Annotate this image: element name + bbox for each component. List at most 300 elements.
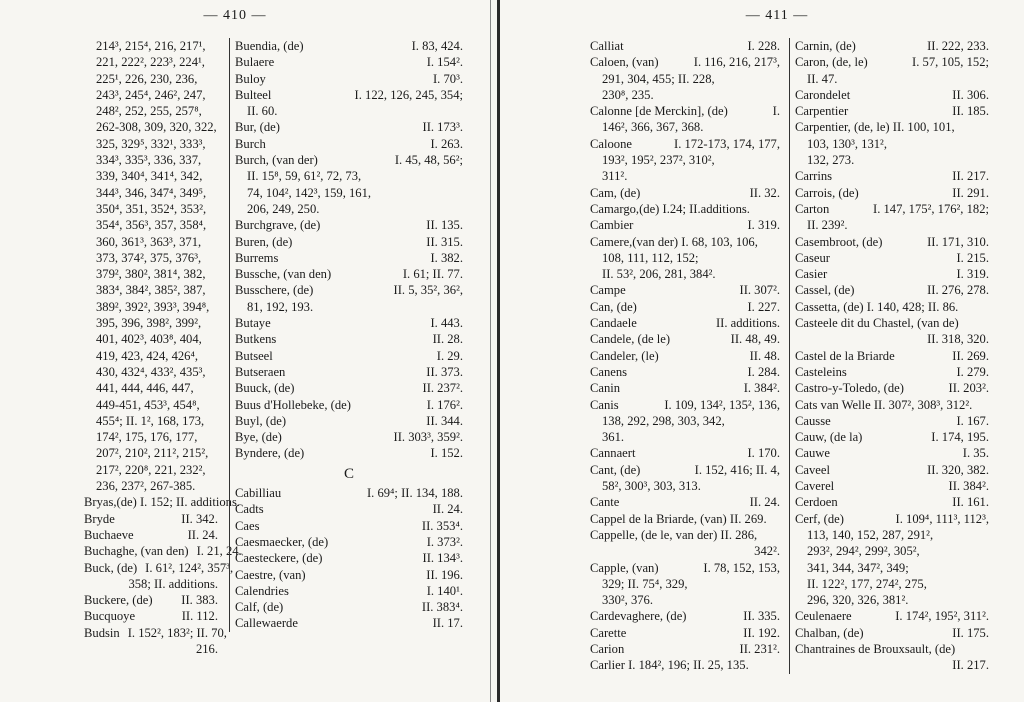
index-entry (590, 494, 780, 510)
index-entry (795, 413, 989, 429)
entry-reference: I. 384². (743, 381, 780, 396)
entry-name: Buuck, (de) (235, 381, 295, 396)
index-entry (590, 348, 780, 364)
index-entry (84, 543, 242, 559)
entry-name: Byndere, (de) (235, 446, 305, 461)
entry-reference: I. 109⁴, 111³, 112³, (895, 511, 989, 526)
index-entry (235, 38, 463, 54)
entry-reference: I. 154². (426, 55, 463, 70)
entry-name: Carette (590, 625, 627, 640)
entry-reference: I. 57, 105, 152; (912, 55, 989, 70)
entry-reference: II. 353⁴. (421, 518, 463, 533)
index-column-1 (84, 38, 242, 657)
entry-name: Caveel (795, 462, 830, 477)
continuation-line: 248², 252, 255, 257⁸, (96, 104, 202, 119)
entry-name: Caloen, (van) (590, 55, 659, 70)
entry-reference (981, 119, 989, 135)
entry-name: Budsin (84, 625, 120, 640)
entry-reference: II. 24. (432, 502, 463, 517)
index-entry (795, 103, 989, 119)
index-entry (795, 266, 989, 282)
index-entry (84, 608, 218, 624)
continuation-line: 174², 175, 176, 177, (96, 430, 198, 445)
entry-reference: II. 196. (426, 567, 463, 582)
index-entry (235, 550, 463, 566)
entry-reference: II. 134³. (422, 551, 463, 566)
index-entry (235, 518, 463, 534)
entry-reference: II. 112. (181, 609, 218, 624)
entry-reference: II. 173³. (422, 120, 463, 135)
entry-reference: I. 176². (426, 397, 463, 412)
index-entry (795, 168, 989, 184)
entry-name: Camargo,(de) I.24; II.additions. (590, 201, 750, 216)
continuation-line: 230⁸, 235. (602, 87, 654, 102)
index-entry (235, 217, 463, 233)
entry-reference: I. 373². (426, 534, 463, 549)
entry-reference: I. 263. (430, 136, 463, 151)
entry-name: Cassetta, (de) I. 140, 428; II. 86. (795, 299, 959, 314)
continuation-line: II. 53², 206, 281, 384². (602, 267, 716, 282)
entry-name: Caesteckere, (de) (235, 551, 323, 566)
entry-reference: I. 83, 424. (411, 39, 463, 53)
index-entry (795, 282, 989, 298)
entry-name: Casteele dit du Chastel, (van de) (795, 316, 959, 331)
entry-name: Callewaerde (235, 616, 298, 631)
index-entry (795, 87, 989, 103)
entry-name: Bryde (84, 511, 115, 526)
entry-name: Cam, (de) (590, 185, 641, 200)
continuation-line: 138, 292, 298, 303, 342, (602, 413, 725, 428)
left-page (0, 0, 500, 702)
continuation-line: 342². (754, 544, 780, 559)
entry-name: Cappel de la Briarde, (van) II. 269. (590, 511, 767, 526)
entry-reference: II. 5, 35², 36², (393, 283, 463, 298)
entry-reference: II. 24. (187, 527, 218, 542)
continuation-line: 430, 432⁴, 433², 435³, (96, 364, 206, 379)
entry-name: Canens (590, 364, 628, 379)
continuation-line: II. 217. (952, 658, 989, 673)
entry-reference: I. 152², 183²; II. 70, (127, 625, 227, 640)
page-fold-shadow (490, 0, 491, 702)
right-page (512, 0, 1024, 702)
entry-name: Cabilliau (235, 486, 282, 501)
entry-reference: II. 335. (743, 609, 780, 624)
continuation-line: 221, 222², 223³, 224¹, (96, 55, 205, 70)
entry-reference: II. 383⁴. (421, 600, 463, 615)
index-entry (795, 364, 989, 380)
entry-name: Carpentier, (de, le) II. 100, 101, (795, 120, 955, 135)
index-entry (795, 462, 989, 478)
index-entry (235, 397, 463, 413)
entry-name: Carrois, (de) (795, 185, 859, 200)
index-entry (235, 331, 463, 347)
entry-reference: II. 175. (952, 625, 989, 640)
continuation-line: 361. (602, 430, 625, 445)
entry-name: Butseel (235, 348, 273, 363)
entry-reference: II. 28. (432, 332, 463, 347)
entry-reference: I. 382. (430, 250, 463, 265)
entry-reference: I. 35. (962, 446, 989, 461)
page-number-410: — 410 — (203, 8, 267, 23)
entry-reference: II. 185. (952, 104, 989, 119)
entry-name: Chantraines de Brouxsault, (de) (795, 641, 956, 656)
entry-reference: II. 307². (739, 283, 780, 298)
entry-reference: II. 306. (952, 87, 989, 102)
continuation-line: 360, 361³, 363³, 371, (96, 234, 202, 249)
index-column-4 (789, 38, 989, 674)
entry-name: Canin (590, 381, 621, 396)
index-entry (795, 494, 989, 510)
continuation-line: 373, 374², 375, 376³, (96, 250, 202, 265)
continuation-line: 358; II. additions. (128, 576, 218, 591)
entry-reference: I. 78, 152, 153, (703, 560, 780, 575)
index-entry (235, 119, 463, 135)
entry-name: Castel de la Briarde (795, 348, 895, 363)
index-entry (795, 299, 989, 315)
entry-reference: I. 70³. (432, 71, 463, 86)
entry-reference: I. 443. (430, 316, 463, 331)
entry-name: Candaele (590, 316, 637, 331)
entry-name: Canis (590, 397, 619, 412)
entry-name: Buren, (de) (235, 234, 293, 249)
entry-reference: I. 172-173, 174, 177, (674, 136, 780, 151)
entry-reference: II. 217. (952, 169, 989, 184)
entry-name: Cats van Welle II. 307², 308³, 312². (795, 397, 973, 412)
entry-name: Cerdoen (795, 495, 838, 510)
continuation-line: 329; II. 75⁴, 329, (602, 576, 688, 591)
entry-reference (772, 657, 780, 673)
continuation-line: 354⁴, 356³, 357, 358⁴, (96, 218, 207, 233)
entry-name: Calf, (de) (235, 600, 284, 615)
entry-reference: I. 140¹. (426, 583, 463, 598)
entry-reference: I. 227. (747, 299, 780, 314)
index-entry (235, 136, 463, 152)
entry-name: Burchgrave, (de) (235, 218, 321, 233)
entry-reference: II. 320, 382. (927, 462, 989, 477)
index-entry (590, 299, 780, 315)
entry-reference: II. 303³, 359². (393, 430, 463, 445)
continuation-line: 132, 273. (807, 153, 855, 168)
continuation-line: 81, 192, 193. (247, 299, 314, 314)
index-entry (795, 641, 989, 657)
entry-name: Caes (235, 518, 260, 533)
entry-reference: I. 174, 195. (931, 430, 989, 445)
entry-name: Cannaert (590, 446, 636, 461)
entry-reference (981, 299, 989, 315)
index-entry (235, 429, 463, 445)
index-entry (235, 71, 463, 87)
entry-reference: II. 315. (426, 234, 463, 249)
entry-name: Bussche, (van den) (235, 267, 332, 282)
entry-reference: I. 174², 195², 311². (895, 609, 989, 624)
index-entry (590, 511, 780, 527)
entry-reference: II. additions. (715, 316, 780, 331)
entry-name: Cadts (235, 502, 264, 517)
entry-reference: I. 152. (430, 446, 463, 461)
continuation-line: 383⁴, 384², 385², 387, (96, 283, 206, 298)
continuation-line: 113, 140, 152, 287, 291², (807, 527, 934, 542)
entry-reference (981, 315, 989, 331)
index-column-2 (229, 38, 463, 632)
index-entry (795, 478, 989, 494)
entry-name: Buus d'Hollebeke, (de) (235, 397, 351, 412)
index-entry (235, 348, 463, 364)
entry-reference: II. 24. (749, 495, 780, 510)
entry-name: Buchaeve (84, 527, 134, 542)
continuation-line: 341, 344, 347², 349; (807, 560, 909, 575)
index-entry (235, 54, 463, 70)
entry-name: Candeler, (le) (590, 348, 659, 363)
entry-name: Calliat (590, 39, 624, 53)
entry-name: Castro-y-Toledo, (de) (795, 381, 904, 396)
index-entry (235, 413, 463, 429)
entry-name: Butseraen (235, 364, 286, 379)
index-entry (795, 315, 989, 331)
index-entry (590, 625, 780, 641)
index-entry (795, 625, 989, 641)
continuation-line: 330², 376. (602, 593, 654, 608)
entry-reference: II. 269. (952, 348, 989, 363)
index-entry (590, 315, 780, 331)
index-entry (235, 380, 463, 396)
entry-name: Cardevaghere, (de) (590, 609, 687, 624)
entry-name: Cant, (de) (590, 462, 641, 477)
index-entry (590, 364, 780, 380)
entry-name: Buck, (de) (84, 560, 138, 575)
entry-name: Buchaghe, (van den) (84, 544, 189, 559)
entry-reference (772, 527, 780, 543)
index-entry (795, 397, 989, 413)
continuation-line: II. 47. (807, 71, 838, 86)
index-entry (590, 445, 780, 461)
index-entry (590, 282, 780, 298)
index-entry (84, 527, 218, 543)
index-entry (795, 54, 989, 70)
entry-reference: I. 170. (747, 446, 780, 461)
index-entry (795, 511, 989, 527)
entry-name: Cerf, (de) (795, 511, 844, 526)
entry-name: Carrins (795, 169, 833, 184)
index-entry (590, 608, 780, 624)
entry-reference: II. 237². (422, 381, 463, 396)
index-entry (235, 534, 463, 550)
entry-name: Bye, (de) (235, 430, 282, 445)
section-letter: C (343, 465, 354, 482)
index-entry (235, 250, 463, 266)
entry-reference: II. 383. (181, 593, 218, 608)
entry-reference: I. 147, 175², 176², 182; (873, 201, 989, 216)
index-entry (590, 185, 780, 201)
index-entry (235, 364, 463, 380)
entry-reference: I. 61; II. 77. (402, 267, 463, 282)
index-entry (235, 599, 463, 615)
entry-name: Bulaere (235, 55, 275, 70)
continuation-line: 243³, 245⁴, 246², 247, (96, 87, 206, 102)
entry-name: Busschere, (de) (235, 283, 314, 298)
continuation-line: 325, 329⁵, 332¹, 333³, (96, 136, 206, 151)
entry-name: Casembroot, (de) (795, 234, 883, 249)
entry-reference: II. 203². (948, 381, 989, 396)
entry-reference: II. 373. (426, 364, 463, 379)
continuation-line: 334³, 335³, 336, 337, (96, 153, 202, 168)
index-entry (84, 625, 227, 641)
index-entry (795, 38, 989, 54)
entry-name: Bucquoye (84, 609, 136, 624)
index-entry (795, 348, 989, 364)
entry-reference: I. 116, 216, 217³, (693, 55, 780, 70)
index-entry (84, 592, 218, 608)
page-number-411: — 411 — (745, 8, 809, 23)
index-entry (590, 380, 780, 396)
entry-name: Carpentier (795, 104, 849, 119)
index-entry (590, 560, 780, 576)
continuation-line: 103, 130³, 131², (807, 136, 887, 151)
continuation-line: 419, 423, 424, 426⁴, (96, 348, 198, 363)
index-entry (590, 641, 780, 657)
entry-name: Casteleins (795, 364, 847, 379)
entry-reference (772, 234, 780, 250)
index-entry (590, 38, 780, 54)
continuation-line: 207², 210², 211², 215², (96, 446, 209, 461)
continuation-line: 441, 444, 446, 447, (96, 381, 194, 396)
entry-name: Cassel, (de) (795, 283, 855, 298)
continuation-line: 193², 195², 237², 310², (602, 153, 715, 168)
index-entry (235, 501, 463, 517)
continuation-line: II. 60. (247, 104, 278, 119)
continuation-line: 236, 237², 267-385. (96, 479, 196, 494)
continuation-line: II. 318, 320. (927, 332, 989, 347)
index-entry (795, 234, 989, 250)
entry-name: Cauw, (de la) (795, 430, 863, 445)
entry-reference: I. 319. (956, 267, 989, 282)
entry-name: Butkens (235, 332, 277, 347)
entry-reference: II. 342. (181, 511, 218, 526)
entry-name: Butaye (235, 316, 271, 331)
entry-reference: II. 344. (426, 413, 463, 428)
entry-reference: II. 161. (952, 495, 989, 510)
continuation-line: 401, 402³, 403⁸, 404, (96, 332, 202, 347)
entry-reference: I. 319. (747, 218, 780, 233)
index-entry (590, 201, 780, 217)
index-entry (590, 54, 780, 70)
index-entry (590, 234, 780, 250)
entry-name: Caesmaecker, (de) (235, 534, 329, 549)
entry-reference: I. 279. (956, 364, 989, 379)
entry-reference: II. 17. (432, 616, 463, 631)
entry-name: Buloy (235, 71, 266, 86)
entry-name: Campe (590, 283, 626, 298)
index-entry (795, 380, 989, 396)
entry-name: Cambier (590, 218, 634, 233)
entry-reference: I. 228. (747, 39, 780, 53)
index-entry (795, 608, 989, 624)
continuation-line: II. 122², 177, 274², 275, (807, 576, 927, 591)
continuation-line: 344³, 346, 347⁴, 349⁵, (96, 185, 207, 200)
entry-name: Caverel (795, 479, 835, 494)
continuation-line: II. 239². (807, 218, 848, 233)
continuation-line: 216. (195, 641, 218, 656)
index-entry (235, 583, 463, 599)
index-entry (590, 217, 780, 233)
entry-name: Buendia, (de) (235, 39, 304, 53)
entry-name: Caseur (795, 250, 830, 265)
continuation-line: 379², 380², 381⁴, 382, (96, 267, 206, 282)
entry-name: Carlier I. 184², 196; II. 25, 135. (590, 658, 749, 673)
index-entry (795, 445, 989, 461)
entry-reference: I. (772, 104, 780, 119)
entry-name: Buckere, (de) (84, 593, 153, 608)
continuation-line: 206, 249, 250. (247, 201, 320, 216)
entry-name: Calonne [de Merckin], (de) (590, 104, 728, 119)
entry-name: Carondelet (795, 87, 851, 102)
entry-name: Bur, (de) (235, 120, 280, 135)
entry-reference: I. 61², 124², 357³, (145, 560, 234, 575)
index-entry (795, 429, 989, 445)
entry-name: Carion (590, 641, 625, 656)
entry-reference: II. 384². (948, 479, 989, 494)
index-entry (590, 103, 780, 119)
index-entry (84, 494, 240, 510)
entry-name: Carnin, (de) (795, 39, 856, 53)
entry-reference (981, 641, 989, 657)
continuation-line: 389², 392², 393³, 394⁸, (96, 299, 210, 314)
entry-name: Carton (795, 201, 830, 216)
index-entry (235, 234, 463, 250)
index-entry (235, 266, 463, 282)
continuation-line: 395, 396, 398², 399², (96, 316, 202, 331)
index-entry (590, 331, 780, 347)
index-entry (84, 511, 218, 527)
continuation-line: 311². (602, 169, 628, 184)
entry-name: Can, (de) (590, 299, 637, 314)
entry-reference: II. 135. (426, 218, 463, 233)
entry-reference: I. 69⁴; II. 134, 188. (366, 486, 463, 501)
entry-reference: I. 45, 48, 56²; (394, 153, 463, 168)
entry-name: Bulteel (235, 87, 272, 102)
index-entry (590, 462, 780, 478)
continuation-line: 225¹, 226, 230, 236, (96, 71, 198, 86)
index-entry (590, 136, 780, 152)
index-entry (795, 185, 989, 201)
index-entry (590, 527, 780, 543)
continuation-line: 455⁴; II. 1², 168, 173, (96, 413, 205, 428)
entry-name: Chalban, (de) (795, 625, 864, 640)
continuation-line: 214³, 215⁴, 216, 217¹, (96, 39, 206, 53)
entry-name: Burch, (van der) (235, 153, 318, 168)
continuation-line: 146², 366, 367, 368. (602, 120, 704, 135)
entry-reference: II. 32. (749, 185, 780, 200)
entry-reference: II. 222, 233. (927, 39, 989, 53)
entry-name: Buyl, (de) (235, 413, 287, 428)
continuation-line: 350⁴, 351, 352⁴, 353², (96, 201, 207, 216)
index-entry (235, 485, 463, 501)
index-column-3 (590, 38, 780, 674)
entry-name: Caloone (590, 136, 632, 151)
index-entry (235, 567, 463, 583)
entry-name: Ceulenaere (795, 609, 852, 624)
page-gutter (497, 0, 500, 702)
entry-name: Casier (795, 267, 828, 282)
continuation-line: 217², 220⁸, 221, 232², (96, 462, 206, 477)
entry-reference: I. 122, 126, 245, 354; (354, 87, 463, 102)
continuation-line: 262-308, 309, 320, 322, (96, 120, 217, 135)
entry-reference: II. 48, 49. (730, 332, 780, 347)
entry-name: Burch (235, 136, 266, 151)
entry-name: Camere,(van der) I. 68, 103, 106, (590, 234, 758, 249)
index-entry (235, 315, 463, 331)
entry-reference: I. 109, 134², 135², 136, (664, 397, 780, 412)
index-entry (235, 152, 463, 168)
